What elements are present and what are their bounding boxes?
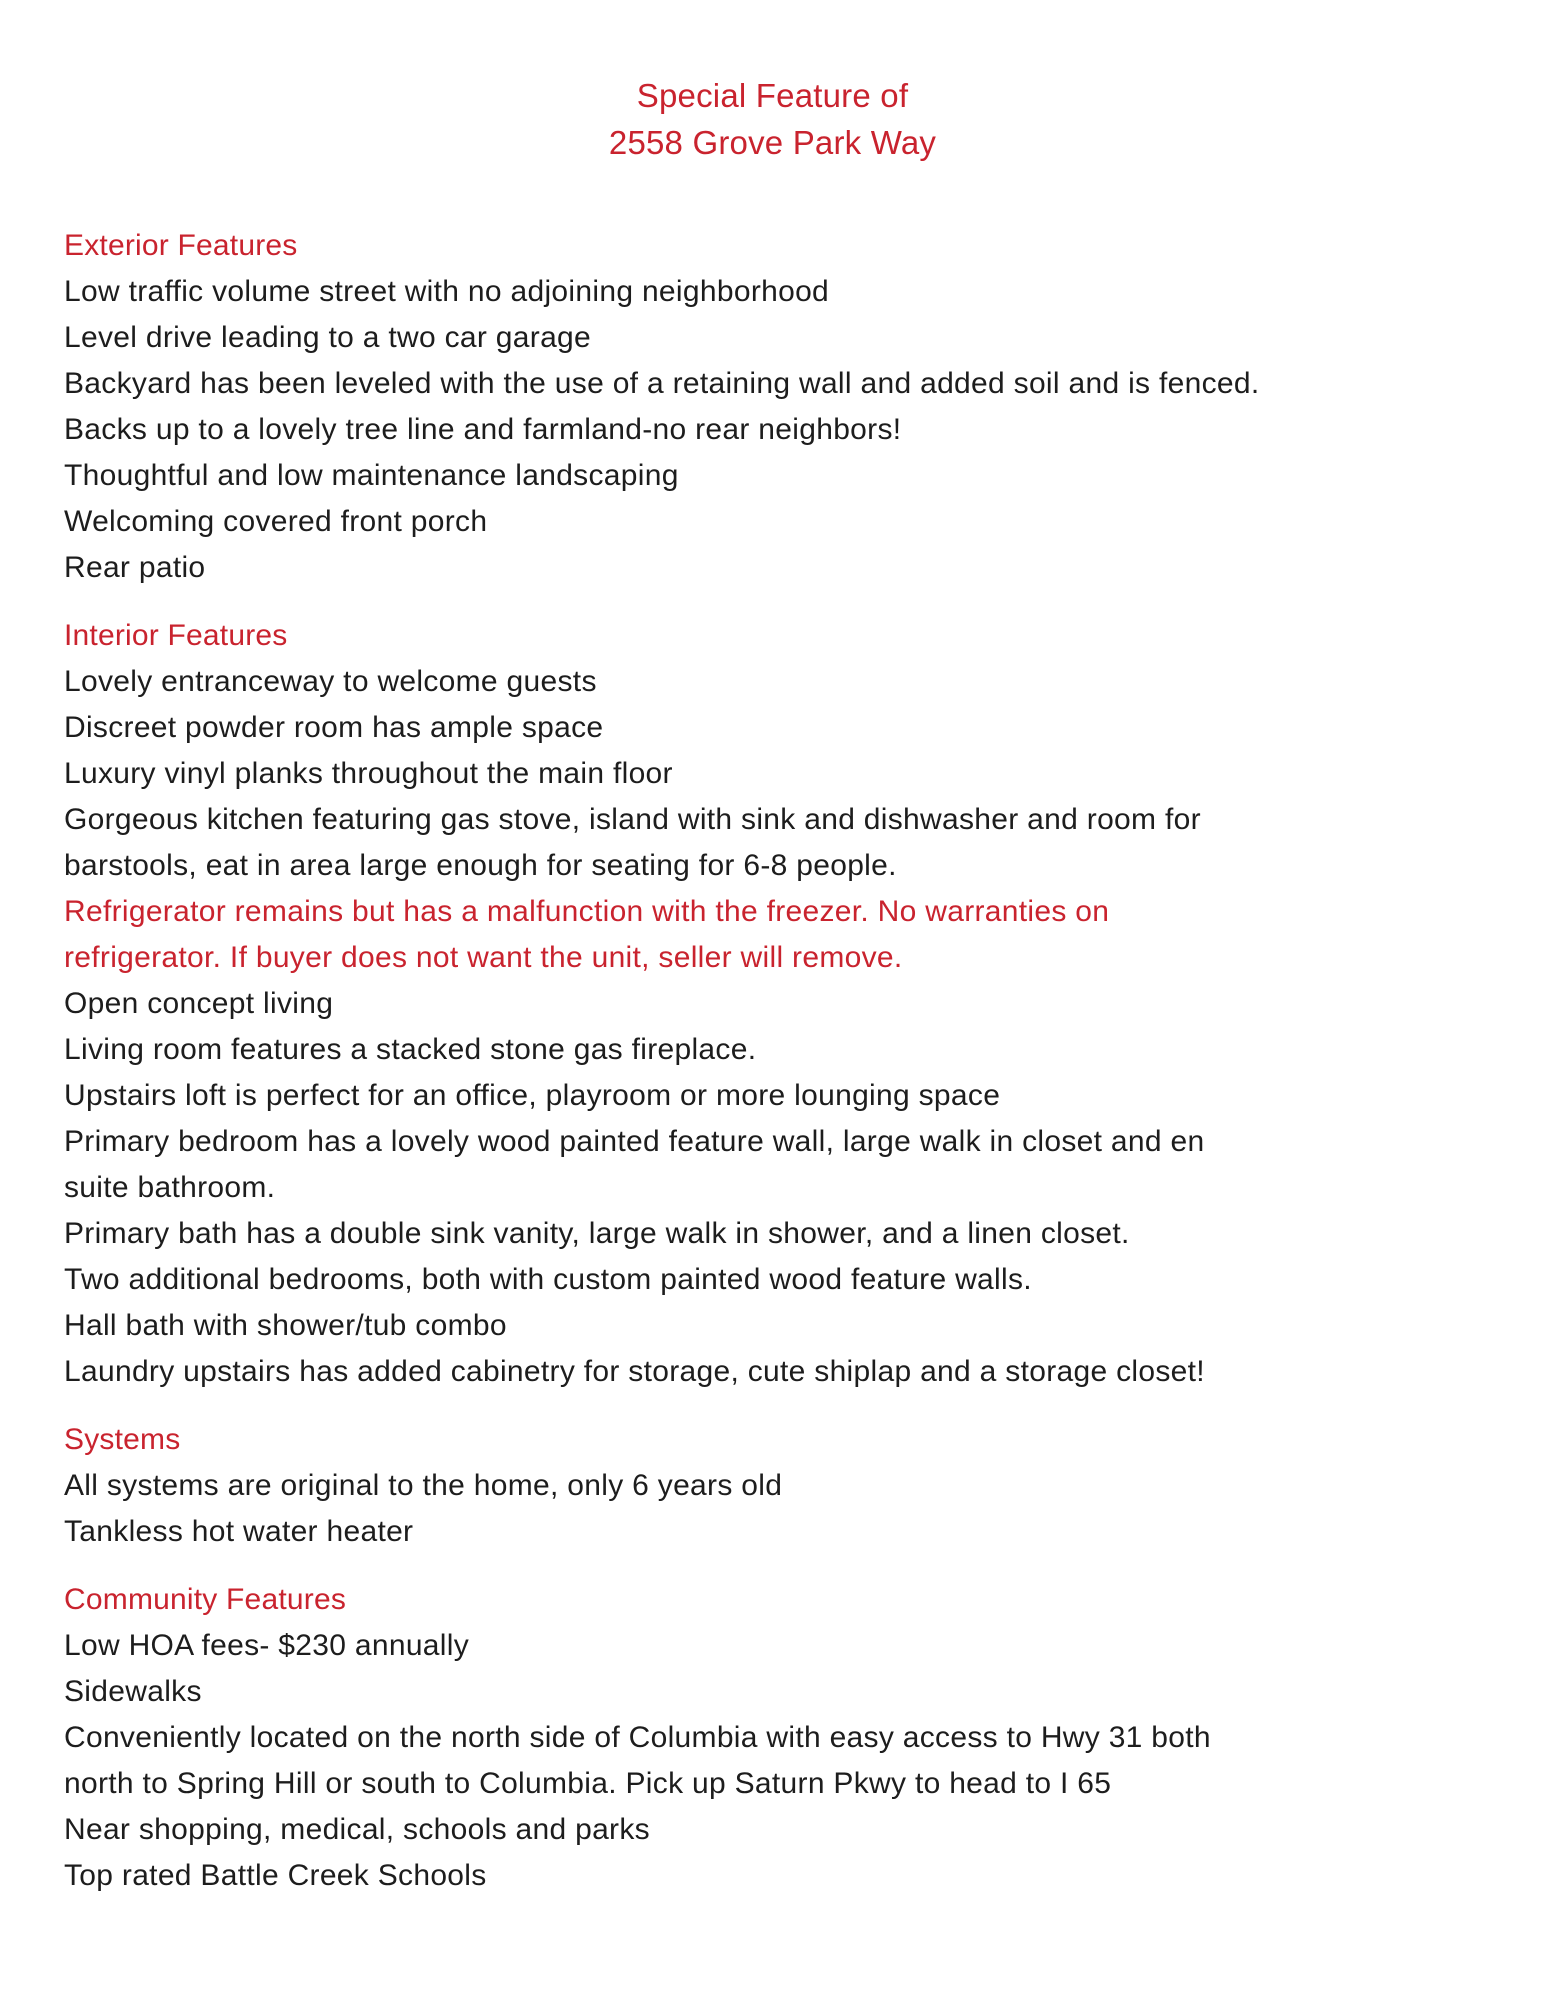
feature-line: Backs up to a lovely tree line and farmland-no rear neighbors! (64, 413, 902, 446)
feature-line: Primary bedroom has a lovely wood painted feature wall, large walk in closet and en (64, 1125, 1205, 1158)
feature-line: Luxury vinyl planks throughout the main floor (64, 757, 673, 790)
feature-line: Welcoming covered front porch (64, 505, 488, 538)
feature-line: Near shopping, medical, schools and parks (64, 1813, 650, 1846)
feature-line: Gorgeous kitchen featuring gas stove, island with sink and dishwasher and room for (64, 803, 1201, 836)
feature-line: Hall bath with shower/tub combo (64, 1309, 507, 1342)
feature-line: Thoughtful and low maintenance landscaping (64, 459, 679, 492)
feature-line: Low traffic volume street with no adjoining neighborhood (64, 275, 830, 308)
feature-line: Tankless hot water heater (64, 1515, 414, 1548)
feature-line: Lovely entranceway to welcome guests (64, 665, 597, 698)
feature-line: north to Spring Hill or south to Columbia. Pick up Saturn Pkwy to head to I 65 (64, 1767, 1112, 1800)
feature-line: Primary bath has a double sink vanity, large walk in shower, and a linen closet. (64, 1217, 1130, 1250)
feature-line: Laundry upstairs has added cabinetry for storage, cute shiplap and a storage closet! (64, 1355, 1205, 1388)
section-heading: Systems (64, 1423, 181, 1456)
section-exterior-features (64, 223, 1461, 591)
feature-line: suite bathroom. (64, 1171, 276, 1204)
feature-line: barstools, eat in area large enough for seating for 6-8 people. (64, 849, 897, 882)
feature-line: Top rated Battle Creek Schools (64, 1859, 487, 1892)
document-title (0, 72, 1545, 166)
feature-line: Backyard has been leveled with the use of a retaining wall and added soil and is fenced. (64, 367, 1260, 400)
section-heading: Community Features (64, 1583, 347, 1616)
section-systems (64, 1417, 1461, 1555)
feature-line: Discreet powder room has ample space (64, 711, 604, 744)
feature-line: Rear patio (64, 551, 206, 584)
section-heading: Exterior Features (64, 229, 298, 262)
document-title-line-1: Special Feature of (636, 77, 909, 114)
feature-line: Open concept living (64, 987, 334, 1020)
section-heading: Interior Features (64, 619, 288, 652)
feature-line: Upstairs loft is perfect for an office, playroom or more lounging space (64, 1079, 1001, 1112)
sections-container (0, 223, 1545, 1899)
feature-line: Refrigerator remains but has a malfunction with the freezer. No warranties on (64, 895, 1110, 928)
document-title-line-2: 2558 Grove Park Way (608, 124, 937, 161)
section-interior-features (64, 613, 1461, 1395)
feature-line: All systems are original to the home, only 6 years old (64, 1469, 783, 1502)
feature-line: Low HOA fees- $230 annually (64, 1629, 470, 1662)
feature-line: Level drive leading to a two car garage (64, 321, 592, 354)
feature-line: Sidewalks (64, 1675, 202, 1708)
feature-line: Conveniently located on the north side of Columbia with easy access to Hwy 31 both (64, 1721, 1211, 1754)
feature-line: Living room features a stacked stone gas fireplace. (64, 1033, 757, 1066)
feature-line: Two additional bedrooms, both with custom painted wood feature walls. (64, 1263, 1032, 1296)
feature-line: refrigerator. If buyer does not want the unit, seller will remove. (64, 941, 903, 974)
section-community-features (64, 1577, 1461, 1899)
